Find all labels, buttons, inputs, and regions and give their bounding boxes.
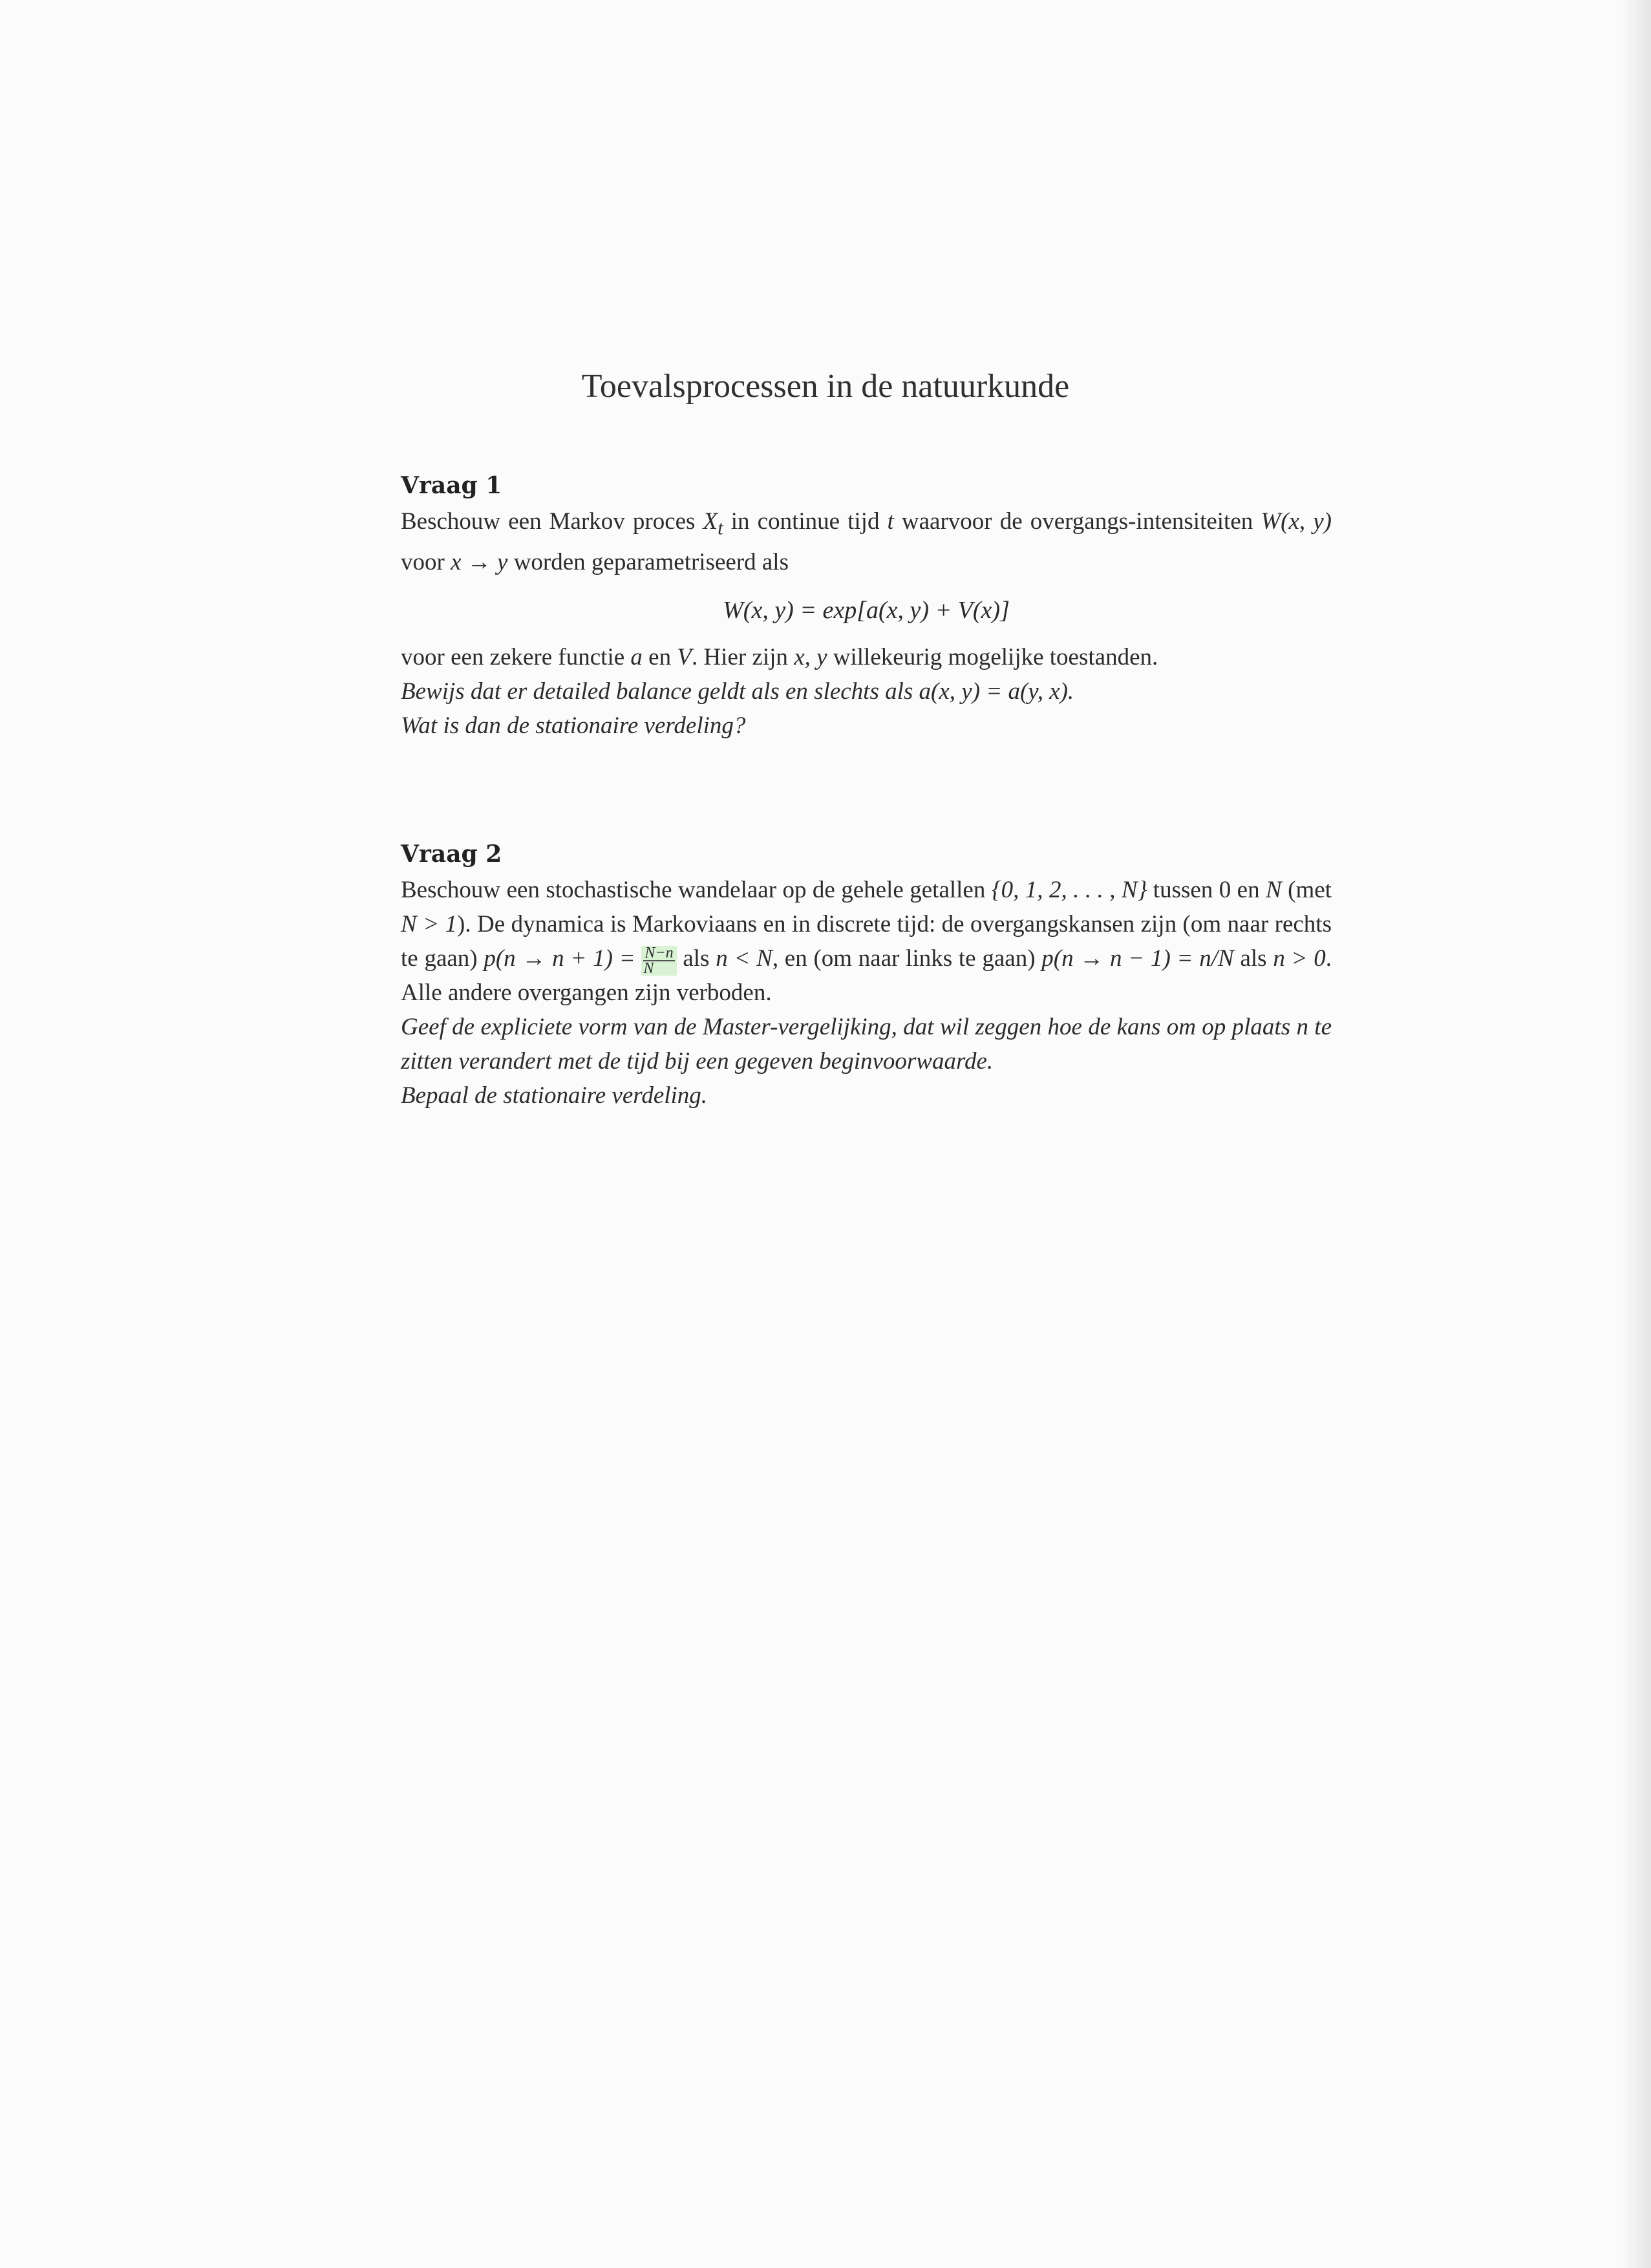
question-2-task-2: Bepaal de stationaire verdeling.: [401, 1082, 708, 1109]
question-1-definition: voor een zekere functie a en V. Hier zijn x, y willekeurig mogelijke toestanden.: [401, 644, 1158, 671]
math-x-to-y: x → y: [451, 549, 508, 576]
math-p-right: p(n → n + 1) =: [484, 945, 635, 972]
math-t: t: [887, 508, 894, 535]
question-1-task-1: Bewijs dat er detailed balance geldt als en slechts als a(x, y) = a(y, x).: [401, 678, 1074, 705]
page-title: Toevalsprocessen in de natuurkunde: [581, 368, 1070, 405]
equation-W: W(x, y) = exp[a(x, y) + V(x)]: [723, 597, 1010, 625]
question-2-task-1: Geef de expliciete vorm van de Master-vergelijking, dat wil zeggen hoe de kans om op plaats n te zitten verandert met de tijd bij een gegeven beginvoorwaarde.: [401, 1014, 1332, 1075]
question-1-heading: Vraag 1: [401, 472, 502, 499]
question-1: [401, 472, 1332, 743]
question-2-heading: Vraag 2: [401, 840, 502, 868]
fraction-N-minus-n-over-N: $\frac{N-n}{N}$: [641, 946, 676, 976]
question-1-task-2: Wat is dan de stationaire verdeling?: [401, 712, 746, 740]
page-edge-shadow: [1621, 0, 1651, 2268]
question-2: [401, 840, 1332, 1113]
math-p-left: p(n → n − 1) = n/N: [1041, 945, 1234, 972]
question-1-intro: Beschouw een Markov proces $X_t$ in continue tijd t waarvoor de overgangs-intensiteiten W(x, y) voor x → y worden geparametriseerd als: [401, 508, 1332, 576]
math-Wxy: W(x, y): [1261, 508, 1332, 535]
question-2-intro: Beschouw een stochastische wandelaar op de gehele getallen {0, 1, 2, . . . , N} tussen 0 en N (met N > 1). De dynamica is Markoviaans en in discrete tijd: de overgangskansen zijn (om naar rechts te gaan) p(n → n + 1) = $\frac{N-n}{N}$ als n < N, en (om naar links te gaan) p(n → n − 1) = n/N als n > 0. Alle andere overgangen zijn verboden.: [401, 877, 1332, 1006]
math-Xt: $X_t$: [703, 508, 723, 539]
